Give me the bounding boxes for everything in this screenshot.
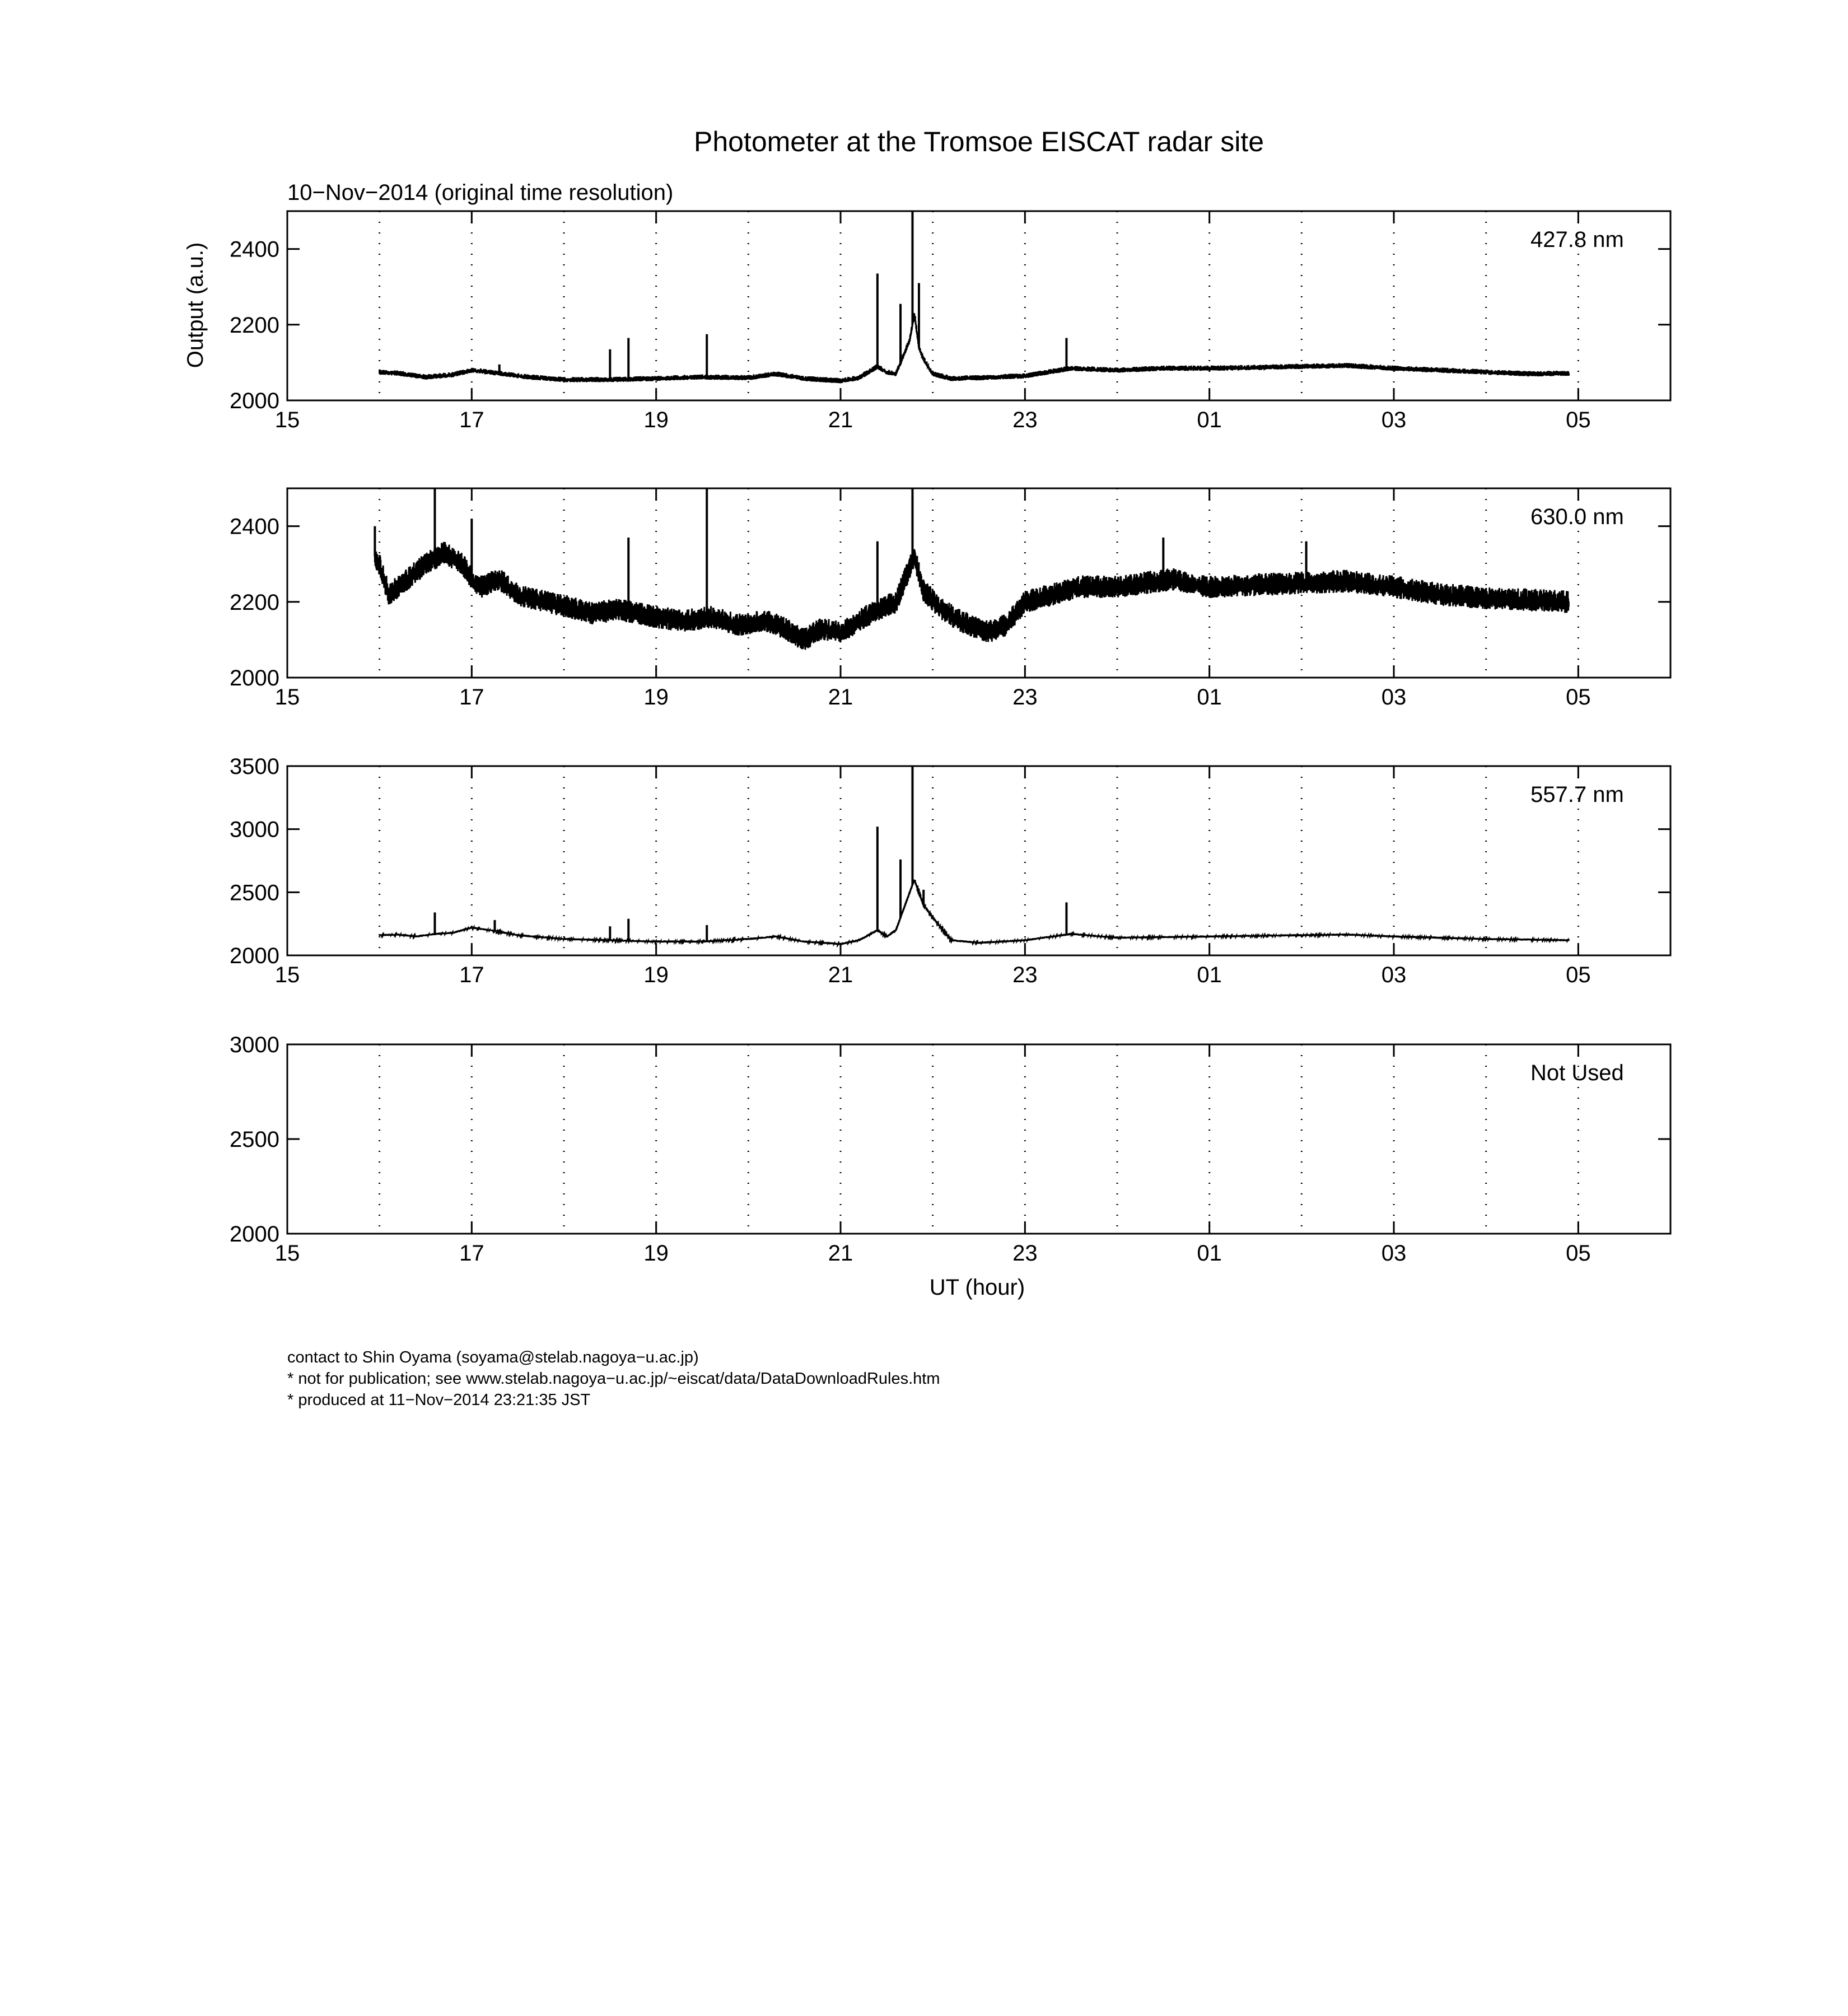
x-tick-label: 05 <box>1566 1241 1591 1266</box>
panel-3 <box>230 754 1670 987</box>
panel-label: 630.0 nm <box>1530 505 1624 529</box>
data-trace-group <box>380 211 1569 383</box>
footer-notes <box>287 1347 940 1411</box>
x-tick-label: 15 <box>274 408 300 432</box>
y-tick-label: 2000 <box>230 1222 279 1247</box>
y-tick-label: 2500 <box>230 880 279 906</box>
y-tick-label: 2400 <box>230 514 279 539</box>
y-tick-label: 2200 <box>230 590 279 615</box>
y-tick-label: 2400 <box>230 237 279 262</box>
footer-produced-at: * produced at 11−Nov−2014 23:21:35 JST <box>287 1391 591 1409</box>
y-tick-label: 2200 <box>230 312 279 338</box>
x-tick-label: 01 <box>1197 963 1222 987</box>
panel-2 <box>230 488 1670 710</box>
data-trace-group <box>380 766 1569 945</box>
footer-contact: contact to Shin Oyama (soyama@stelab.nagoya−u.ac.jp) <box>287 1348 699 1366</box>
x-tick-label: 19 <box>643 685 669 710</box>
data-trace-group <box>375 488 1569 650</box>
x-tick-label: 03 <box>1381 963 1407 987</box>
y-tick-label: 2000 <box>230 666 279 690</box>
chart-title: Photometer at the Tromsoe EISCAT radar site <box>693 126 1264 157</box>
y-tick-label: 2000 <box>230 389 279 413</box>
y-axis-label: Output (a.u.) <box>183 242 208 368</box>
panel-label: 557.7 nm <box>1530 782 1624 807</box>
y-tick-label: 3000 <box>230 817 279 842</box>
y-tick-label: 3000 <box>230 1033 279 1057</box>
x-tick-label: 01 <box>1197 408 1222 432</box>
x-tick-label: 23 <box>1012 685 1038 710</box>
x-tick-label: 03 <box>1381 408 1407 432</box>
chart-subtitle: 10−Nov−2014 (original time resolution) <box>287 180 674 205</box>
x-tick-label: 03 <box>1381 1241 1407 1266</box>
x-tick-label: 19 <box>643 963 669 987</box>
data-trace <box>375 542 1569 650</box>
x-tick-label: 21 <box>828 408 853 432</box>
x-tick-label: 23 <box>1012 963 1038 987</box>
y-tick-label: 2000 <box>230 944 279 968</box>
x-tick-label: 17 <box>459 408 484 432</box>
x-tick-label: 19 <box>643 408 669 432</box>
panel-label: 427.8 nm <box>1530 227 1624 252</box>
x-tick-label: 05 <box>1566 408 1591 432</box>
panel-4 <box>230 1033 1670 1266</box>
x-tick-label: 21 <box>828 1241 853 1266</box>
x-tick-label: 01 <box>1197 1241 1222 1266</box>
panel-1 <box>230 211 1670 432</box>
y-tick-label: 3500 <box>230 754 279 779</box>
x-tick-label: 15 <box>274 1241 300 1266</box>
x-tick-label: 21 <box>828 685 853 710</box>
x-tick-label: 03 <box>1381 685 1407 710</box>
x-tick-label: 23 <box>1012 408 1038 432</box>
panel-label: Not Used <box>1530 1061 1624 1085</box>
footer-publication-note: * not for publication; see www.stelab.nagoya−u.ac.jp/~eiscat/data/DataDownloadRules.htm <box>287 1370 940 1388</box>
axes-box <box>287 1044 1670 1234</box>
data-trace <box>380 313 1569 383</box>
x-tick-label: 15 <box>274 963 300 987</box>
x-tick-label: 01 <box>1197 685 1222 710</box>
x-tick-label: 21 <box>828 963 853 987</box>
y-tick-label: 2500 <box>230 1127 279 1152</box>
x-tick-label: 17 <box>459 1241 484 1266</box>
x-tick-label: 17 <box>459 963 484 987</box>
x-tick-label: 15 <box>274 685 300 710</box>
x-tick-label: 23 <box>1012 1241 1038 1266</box>
x-tick-label: 17 <box>459 685 484 710</box>
x-axis-label: UT (hour) <box>929 1275 1025 1300</box>
x-tick-label: 05 <box>1566 685 1591 710</box>
x-tick-label: 05 <box>1566 963 1591 987</box>
x-tick-label: 19 <box>643 1241 669 1266</box>
data-trace <box>380 880 1569 945</box>
